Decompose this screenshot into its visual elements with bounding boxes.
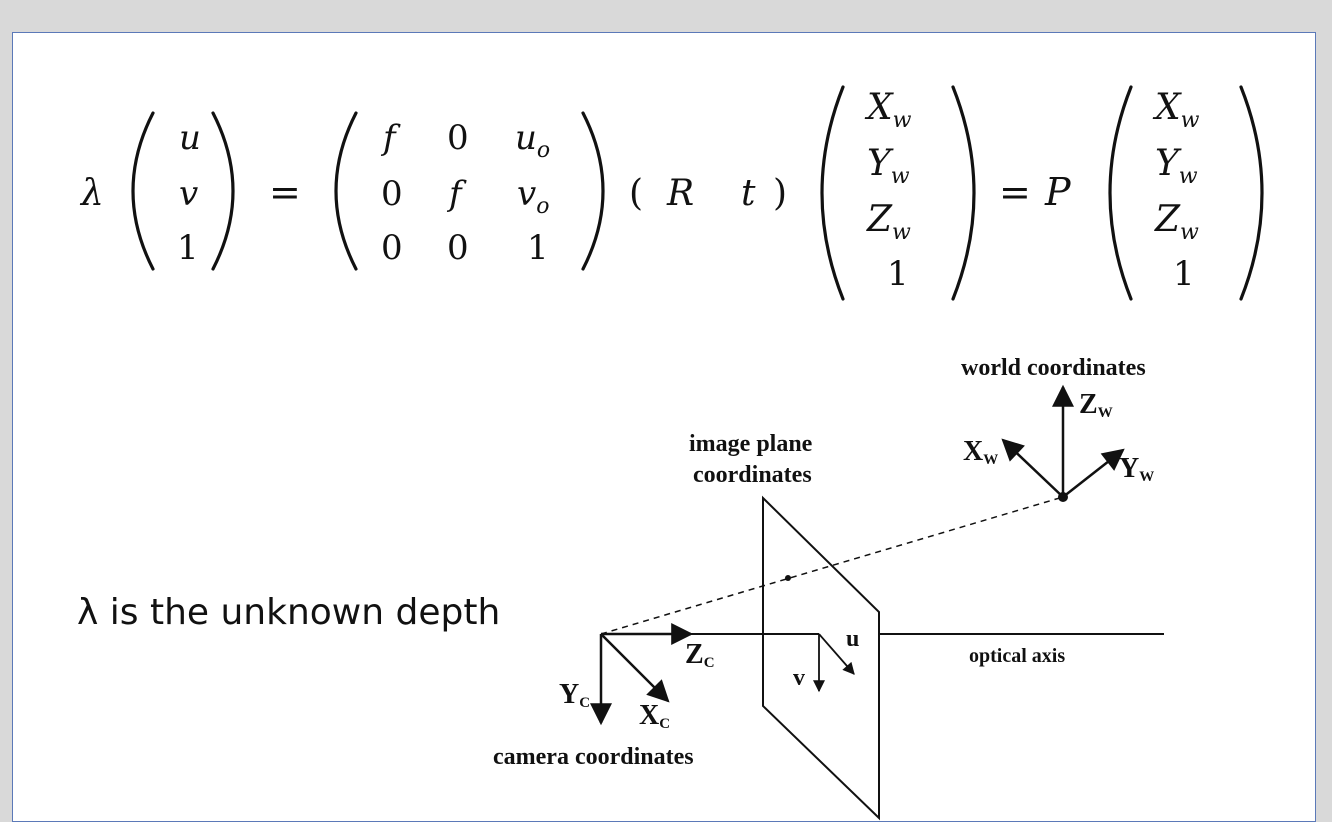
- w2-z: Z: [1155, 199, 1181, 240]
- rt-open: (: [629, 173, 644, 214]
- rt-R: R: [667, 173, 695, 214]
- image-u-label: u: [846, 626, 860, 652]
- w2-one: 1: [1173, 254, 1195, 294]
- rt-t: t: [741, 173, 756, 214]
- camera-diagram: [493, 355, 1164, 818]
- w2-x-sub: w: [1180, 108, 1200, 133]
- w2-zw: [1154, 199, 1199, 245]
- w1-x-sub: w: [892, 108, 912, 133]
- k-right-paren: [583, 113, 603, 269]
- w1-yw: [867, 143, 910, 189]
- world-x-sub: W: [983, 452, 999, 468]
- w1-zw: [866, 199, 911, 245]
- lhs-one: 1: [177, 228, 199, 268]
- k-left-paren: [336, 113, 356, 269]
- camera-x-letter: X: [639, 700, 660, 731]
- k-33: 1: [527, 228, 549, 268]
- camera-x-axis: [601, 634, 668, 701]
- k-22: f: [449, 174, 462, 214]
- w2-left-paren: [1110, 87, 1131, 299]
- world-x-axis: [1003, 440, 1063, 497]
- camera-x-label: [639, 700, 670, 732]
- eq-P: P: [1045, 170, 1071, 214]
- world-z-letter: Z: [1079, 389, 1098, 420]
- w1-right-paren: [953, 87, 974, 299]
- camera-z-letter: Z: [685, 639, 704, 670]
- lhs-left-paren: [133, 113, 153, 269]
- w1-xw: [864, 87, 912, 133]
- camera-y-letter: Y: [559, 679, 580, 710]
- image-plane-label-1: image plane: [689, 431, 813, 457]
- image-plane: [763, 498, 879, 818]
- w1-z: Z: [867, 199, 893, 240]
- optical-axis-label: optical axis: [969, 645, 1066, 667]
- w2-y-sub: w: [1178, 164, 1198, 189]
- image-plane-label-2: coordinates: [693, 462, 812, 488]
- k-23: [517, 174, 549, 219]
- camera-y-sub: C: [579, 695, 591, 711]
- w2-z-sub: w: [1180, 220, 1199, 245]
- lhs-v: v: [179, 174, 199, 214]
- camera-y-label: [559, 679, 590, 711]
- k-13-sub: o: [536, 138, 551, 163]
- world-z-label: [1079, 389, 1113, 421]
- lhs-u: u: [179, 118, 201, 158]
- world-y-sub: W: [1139, 469, 1155, 485]
- k-23-sub: o: [536, 194, 550, 219]
- caption-unknown-depth: λ is the unknown depth: [77, 592, 501, 633]
- camera-coordinates-label: camera coordinates: [493, 744, 694, 770]
- w1-z-sub: w: [892, 220, 911, 245]
- w2-right-paren: [1241, 87, 1262, 299]
- w2-y: Y: [1155, 143, 1179, 184]
- world-z-sub: W: [1097, 405, 1113, 421]
- world-y-label: [1119, 453, 1154, 485]
- camera-x-sub: C: [659, 716, 671, 732]
- camera-z-label: [685, 639, 715, 671]
- world-coordinates-label: world coordinates: [961, 355, 1146, 381]
- w1-y: Y: [867, 143, 891, 184]
- rt-close: ): [773, 173, 788, 214]
- k-13-main: u: [515, 118, 537, 158]
- k-11: f: [383, 118, 396, 158]
- image-v-label: v: [793, 665, 805, 691]
- k-31: 0: [381, 228, 403, 268]
- figure: [12, 32, 1316, 822]
- image-point: [785, 575, 791, 581]
- k-32: 0: [447, 228, 469, 268]
- k-12: 0: [447, 118, 469, 158]
- eq-equals-2: =: [999, 170, 1031, 214]
- world-y-letter: Y: [1119, 453, 1140, 484]
- world-y-axis: [1063, 450, 1123, 497]
- camera-z-sub: C: [703, 655, 715, 671]
- w2-yw: [1155, 143, 1198, 189]
- w1-one: 1: [887, 254, 909, 294]
- world-x-label: [963, 436, 998, 468]
- k-13: [515, 118, 550, 163]
- lhs-right-paren: [213, 113, 233, 269]
- slide: [12, 32, 1316, 822]
- projection-equation: [79, 87, 1262, 299]
- w1-left-paren: [822, 87, 843, 299]
- eq-lambda: λ: [81, 173, 104, 214]
- k-23-main: v: [517, 174, 537, 214]
- eq-equals-1: =: [269, 170, 301, 214]
- w1-x: X: [867, 87, 893, 128]
- w2-xw: [1152, 87, 1200, 133]
- k-21: 0: [381, 174, 403, 214]
- w1-y-sub: w: [890, 164, 910, 189]
- w2-x: X: [1155, 87, 1181, 128]
- world-x-letter: X: [963, 436, 984, 467]
